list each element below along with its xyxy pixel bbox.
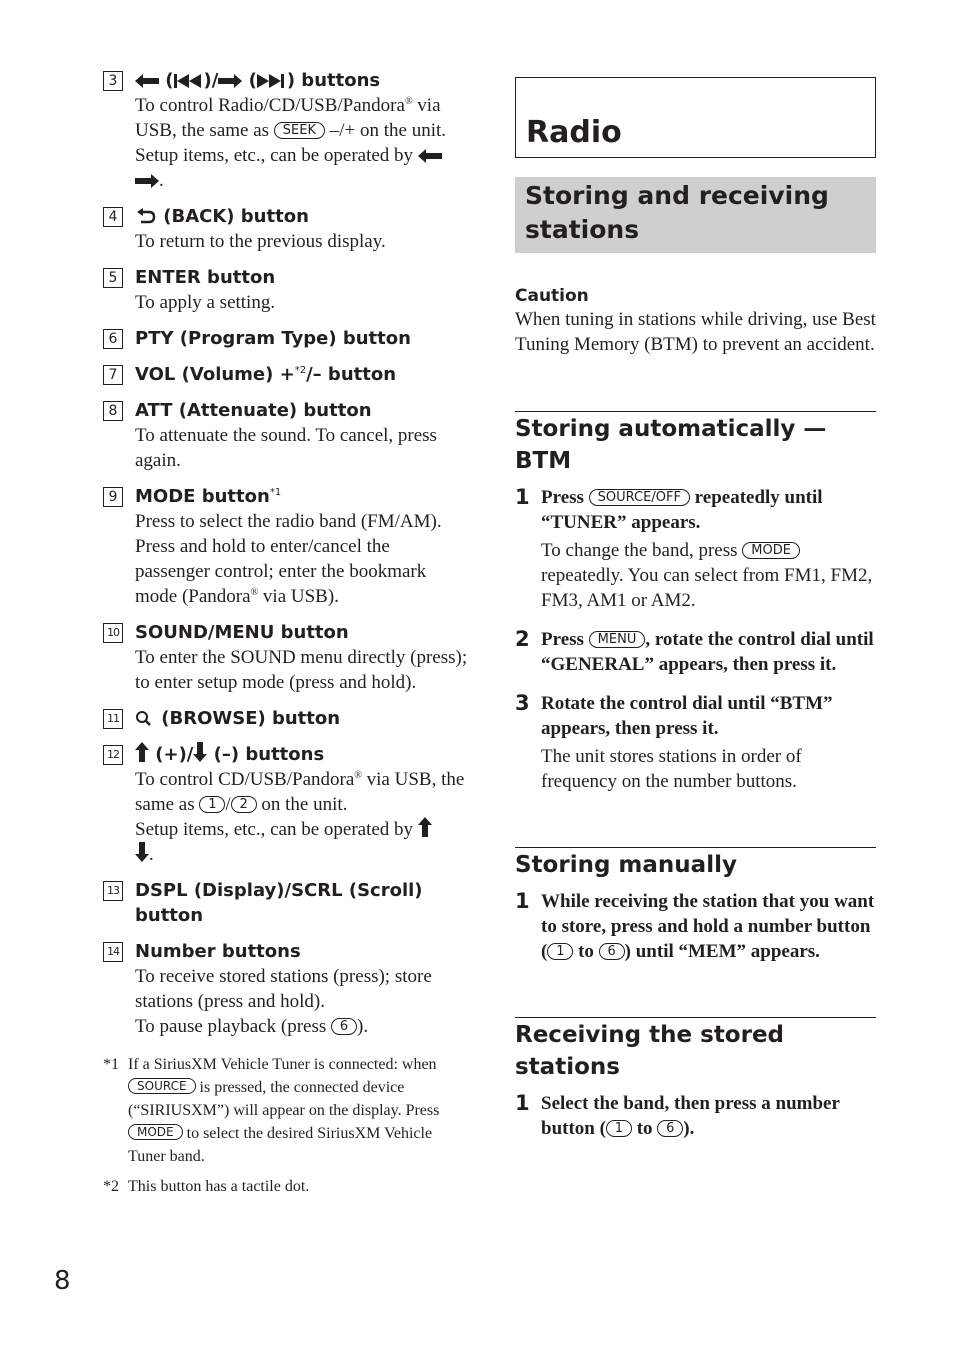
step-number: 1 [515, 485, 530, 509]
arrow-up-icon [418, 817, 432, 837]
step-note: The unit stores stations in order of frequency on the number buttons. [541, 746, 802, 792]
page-number: 8 [54, 1266, 71, 1296]
item-description: Press to select the radio band (FM/AM). Press and hold to enter/cancel the passenger control; enter the bookmark mode (Pandora® via USB). [135, 511, 442, 607]
step-2 [515, 627, 876, 677]
step-1 [515, 889, 876, 964]
item-number: 7 [103, 365, 123, 385]
source-off-key: SOURCE/OFF [589, 489, 690, 506]
item-title: (BROWSE) button [135, 706, 468, 731]
number-key-6: 6 [599, 943, 625, 960]
mode-key: MODE [128, 1124, 183, 1140]
mode-key: MODE [742, 542, 800, 559]
footnote-1: *1 If a SiriusXM Vehicle Tuner is connected: when SOURCE is pressed, the connected device (“SIRIUSXM”) will appear on the display. Press MODE to select the desired SiriusXM Vehicle Tuner band. [103, 1053, 468, 1168]
item-14 [103, 939, 468, 1039]
number-key-1: 1 [547, 943, 573, 960]
item-13 [103, 878, 468, 928]
step-instruction: Select the band, then press a number button ( 1 to 6 ). [541, 1093, 840, 1139]
arrow-left-icon [135, 74, 159, 88]
chapter-box [515, 77, 876, 158]
step-number: 2 [515, 627, 530, 651]
item-description: To receive stored stations (press); store stations (press and hold). [135, 966, 432, 1012]
subsection-heading-manual: Storing manually [515, 847, 876, 881]
menu-key: MENU [589, 631, 646, 648]
chapter-title: Radio [526, 115, 622, 150]
arrow-left-icon [418, 149, 442, 163]
item-5 [103, 265, 468, 315]
section-title: Storing and receiving stations [515, 177, 876, 253]
item-3 [103, 68, 468, 193]
item-number: 12 [103, 745, 123, 765]
source-key: SOURCE [128, 1078, 196, 1094]
item-8 [103, 398, 468, 473]
back-arrow-icon [135, 208, 157, 224]
step-instruction: Press SOURCE/OFF repeatedly until “TUNER” appears. [541, 487, 823, 533]
footnote-2: *2 This button has a tactile dot. [103, 1175, 468, 1198]
number-key-6: 6 [331, 1018, 357, 1035]
number-key-2: 2 [231, 796, 257, 813]
arrow-right-icon [218, 74, 242, 88]
item-number: 5 [103, 268, 123, 288]
item-number: 13 [103, 881, 123, 901]
previous-track-icon [174, 74, 204, 88]
item-number: 3 [103, 71, 123, 91]
item-description: To enter the SOUND menu directly (press); to enter setup mode (press and hold). [135, 647, 468, 693]
number-key-6: 6 [657, 1120, 683, 1137]
item-title: ATT (Attenuate) button [135, 400, 372, 421]
item-number: 14 [103, 942, 123, 962]
left-column [103, 68, 468, 1198]
step-number: 1 [515, 1091, 530, 1115]
item-title: ENTER button [135, 267, 276, 288]
step-instruction: While receiving the station that you want to store, press and hold a number button ( 1 to 6 ) until “MEM” appears. [541, 891, 875, 962]
seek-key: SEEK [274, 122, 325, 139]
item-9 [103, 484, 468, 609]
search-icon [135, 710, 155, 726]
item-description: To control Radio/CD/USB/Pandora® via USB, the same as SEEK –/+ on the unit. [135, 95, 447, 141]
item-12 [103, 742, 468, 867]
item-description: To return to the previous display. [135, 231, 386, 252]
item-title: VOL (Volume) +$^{*2}$/– button [135, 364, 397, 385]
item-6 [103, 326, 468, 351]
item-title: ( )/ ( ) buttons [135, 68, 468, 93]
item-number: 9 [103, 487, 123, 507]
footnote-mark: *1 [103, 1056, 119, 1073]
footnote-mark: *2 [103, 1178, 119, 1195]
item-number: 11 [103, 709, 123, 729]
right-column [515, 77, 876, 1141]
step-note: To change the band, press MODE repeatedly. You can select from FM1, FM2, FM3, AM1 or AM2. [541, 540, 873, 611]
arrow-down-icon [135, 842, 149, 862]
arrow-right-icon [135, 174, 159, 188]
subsection-heading-btm: Storing automatically — BTM [515, 411, 876, 477]
item-4 [103, 204, 468, 254]
item-title: SOUND/MENU button [135, 622, 349, 643]
item-7 [103, 362, 468, 387]
item-title: (BACK) button [135, 204, 468, 229]
step-3 [515, 691, 876, 794]
step-instruction: Rotate the control dial until “BTM” appears, then press it. [541, 693, 833, 739]
number-key-1: 1 [606, 1120, 632, 1137]
item-11 [103, 706, 468, 731]
step-number: 1 [515, 889, 530, 913]
item-description: To attenuate the sound. To cancel, press again. [135, 425, 437, 471]
item-10 [103, 620, 468, 695]
arrow-down-icon [193, 742, 207, 762]
item-title: DSPL (Display)/SCRL (Scroll) button [135, 880, 423, 926]
item-title: MODE button$^{*1}$ [135, 486, 282, 507]
item-description: To apply a setting. [135, 292, 276, 313]
caution-heading: Caution [515, 286, 589, 306]
step-1 [515, 485, 876, 613]
number-key-1: 1 [199, 796, 225, 813]
item-description: To control CD/USB/Pandora® via USB, the same as 1 / 2 on the unit. [135, 769, 465, 815]
item-description: Setup items, etc., can be operated by . [135, 143, 468, 193]
step-instruction: Press MENU , rotate the control dial until “GENERAL” appears, then press it. [541, 629, 874, 675]
next-track-icon [257, 74, 287, 88]
item-number: 6 [103, 329, 123, 349]
item-title: PTY (Program Type) button [135, 328, 411, 349]
subsection-heading-receive: Receiving the stored stations [515, 1017, 876, 1083]
item-title: Number buttons [135, 941, 301, 962]
step-1 [515, 1091, 876, 1141]
item-number: 10 [103, 623, 123, 643]
step-number: 3 [515, 691, 530, 715]
item-description: To pause playback (press 6 ). [135, 1016, 369, 1037]
item-number: 4 [103, 207, 123, 227]
arrow-up-icon [135, 742, 149, 762]
item-description: Setup items, etc., can be operated by . [135, 817, 468, 867]
item-title: (+)/ (–) buttons [135, 742, 468, 767]
item-number: 8 [103, 401, 123, 421]
caution-text: When tuning in stations while driving, use Best Tuning Memory (BTM) to prevent an accident. [515, 309, 876, 355]
